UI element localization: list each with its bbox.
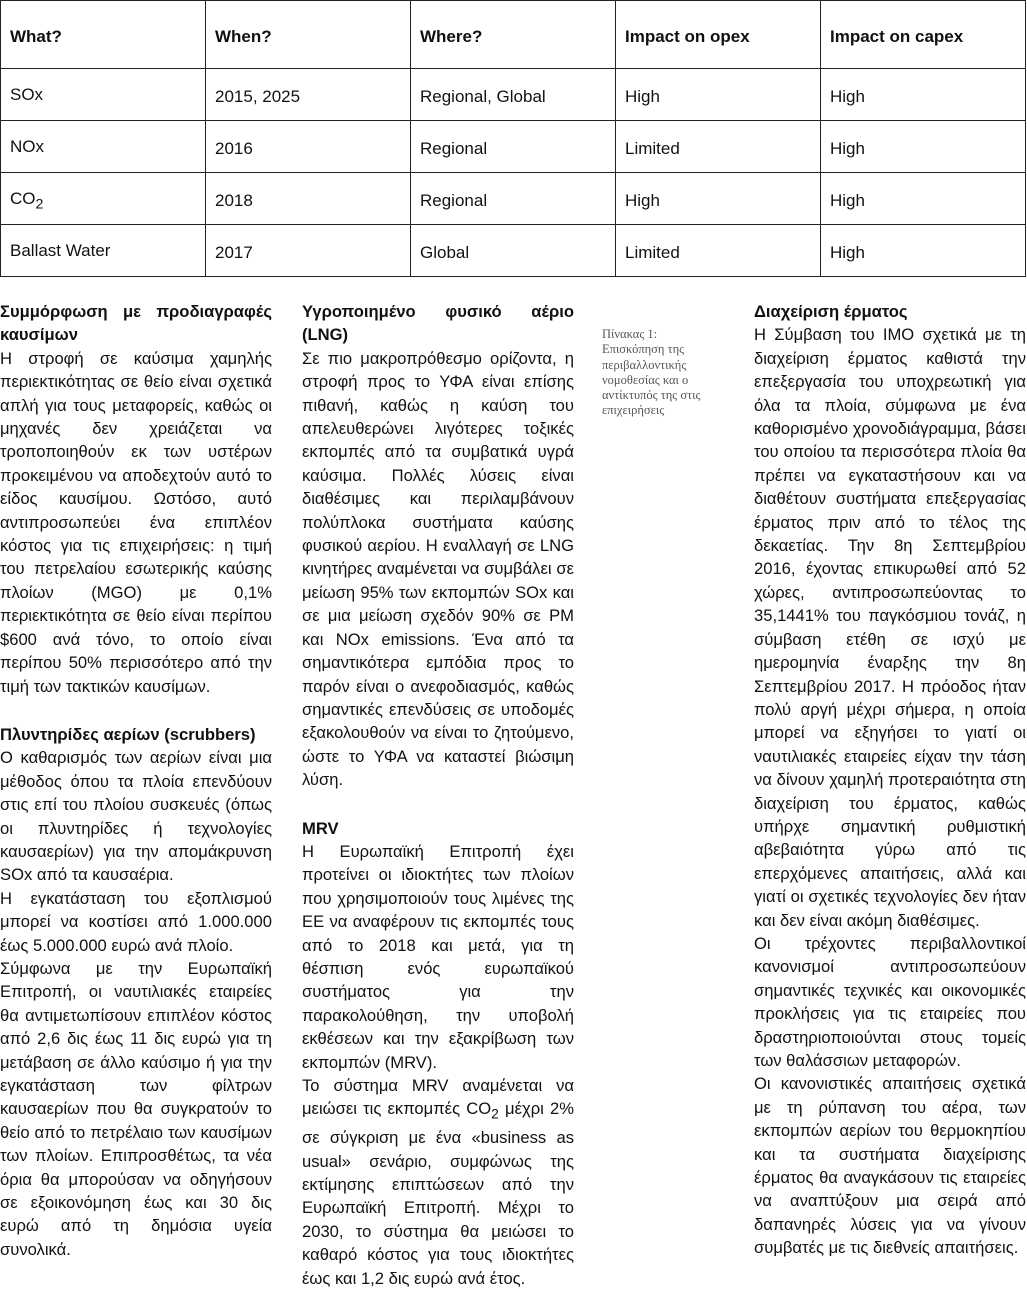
paragraph: Η Σύμβαση του IMO σχετικά με τη διαχείριση έρματος καθιστά την επεξεργασία του υποχρεωτική για όλα τα πλοία, σύμφωνα με ένα καθορισμένο χρονοδιάγραμμα, βάσει του οποίου τα περισσότερα πλοία θα πρέπει να εγκαταστήσουν και να διαθέτουν συστήματα επεξεργασίας έρματος πριν από το τέλος της δεκαετίας. Την 8η Σεπτεμβρίου 2016, έχοντας επικυρωθεί από 52 χώρες, αντιπροσωπεύοντας το 35,1441% του παγκόσμιου τονάζ, η σύμβαση ετέθη σε ισχύ με ημερομηνία έναρξης την 8η Σεπτεμβρίου 2017. Η πρόοδος ήταν πολύ αργή μέχρι σήμερα, η οποία μπορεί να εξηγήσει το γιατί οι ναυτιλιακές εταιρείες είχαν την τάση να δίνουν χαμηλή προτεραιότητα στη διαχείριση του έρματος, καθώς υπήρχε σημαντική ρυθμιστική αβεβαιότητα γύρω από τις επερχόμενες απαιτήσεις, αλλά και γιατί οι σχετικές τεχνολογίες δεν ήταν και δεν είναι ακόμη διαθέσιμες. [754, 325, 1026, 930]
cell-capex: High [821, 121, 1026, 173]
cell-when: 2018 [206, 173, 411, 225]
cell-what: SOx [1, 69, 206, 121]
header-when: When? [206, 1, 411, 69]
table-row [1, 121, 1026, 173]
paragraph: Η εγκατάσταση του εξοπλισμού μπορεί να κοστίσει από 1.000.000 έως 5.000.000 ευρώ ανά πλοίο. [0, 888, 272, 955]
cell-where: Regional [411, 121, 616, 173]
cell-opex: Limited [616, 225, 821, 277]
header-capex: Impact on capex [821, 1, 1026, 69]
paragraph: Οι κανονιστικές απαιτήσεις σχετικά με τη ρύπανση του αέρα, των εκπομπών αερίων του θερμοκηπίου και τα συστήματα διαχείρισης έρματος θα αναγκάσουν τις εταιρείες να αναπτύξουν μια σειρά από δαπανηρές λύσεις για να γίνουν συμβατές με τις διεθνείς απαιτήσεις. [754, 1074, 1026, 1258]
cell-when: 2015, 2025 [206, 69, 411, 121]
cell-where: Global [411, 225, 616, 277]
paragraph: Η στροφή σε καύσιμα χαμηλής περιεκτικότητας σε θείο είναι σχετικά απλή για τους μεταφορείς, καθώς οι μηχανές δεν χρειάζεται να τροποποιηθούν εκ των υστέρων προκειμένου να αποδεχτούν αυτό το είδος καυσίμου. Ωστόσο, αυτό αντιπροσωπεύει ένα επιπλέον κόστος για τις επιχειρήσεις: η τιμή του πετρελαίου εσωτερικής καύσης πλοίων (MGO) με 0,1% περιεκτικότητα σε θείο είναι περίπου $600 ανά τόνο, το οποίο είναι περίπου 50% περισσότερο από την τιμή των τακτικών καυσίμων. [0, 348, 272, 696]
column-fuel-compliance [0, 300, 272, 1261]
header-what: What? [1, 1, 206, 69]
cell-where: Regional [411, 173, 616, 225]
header-opex: Impact on opex [616, 1, 821, 69]
heading-scrubbers: Πλυντηρίδες αερίων (scrubbers) [0, 724, 256, 744]
table-header-row [1, 1, 1026, 69]
cell-what: $CO_2$ [1, 173, 206, 225]
cell-capex: High [821, 69, 1026, 121]
table-row [1, 225, 1026, 277]
regulation-table [0, 0, 1026, 277]
paragraph: Ο καθαρισμός των αερίων είναι μια μέθοδος όπου τα πλοία επενδύουν στις επί του πλοίου συσκευές (όπως οι πλυντηρίδες ή τεχνολογίες καυσαερίων) για την απομάκρυνση SOx από τα καυσαέρια. [0, 748, 272, 885]
cell-what: Ballast Water [1, 225, 206, 277]
column-ballast [754, 300, 1026, 1260]
cell-opex: High [616, 69, 821, 121]
table-row [1, 173, 1026, 225]
heading-mrv: MRV [302, 818, 339, 838]
cell-when: 2017 [206, 225, 411, 277]
cell-capex: High [821, 225, 1026, 277]
paragraph: Σε πιο μακροπρόθεσμο ορίζοντα, η στροφή προς το ΥΦΑ είναι επίσης πιθανή, καθώς η καύση του απελευθερώνει λιγότερες τοξικές εκπομπές από τα συμβατικά υγρά καύσιμα. Πολλές λύσεις είναι διαθέσιμες και περιλαμβάνουν πολύπλοκα συστήματα καύσης φυσικού αερίου. Η εναλλαγή σε LNG κινητήρες αναμένεται να συμβάλει σε μείωση 95% των εκπομπών SOx και σε μια μείωση σχεδόν 90% σε PM και NOx emissions. Ένα από τα σημαντικότερα εμπόδια προς το παρόν είναι ο ανεφοδιασμός, καθώς σημαντικές επενδύσεις σε υποδομές εξακολουθούν να είναι το ζητούμενο, ώστε το ΥΦΑ να καταστεί βιώσιμη λύση. [302, 348, 574, 790]
paragraph: Η Ευρωπαϊκή Επιτροπή έχει προτείνει οι ιδιοκτήτες των πλοίων που χρησιμοποιούν τους λιμένες της ΕΕ να αναφέρουν τις εκπομπές τους από το 2018 και μετά, για τη θέσπιση ενός ευρωπαϊκού συστήματος για την παρακολούθηση, την υποβολή εκθέσεων και την εξακρίβωση των εκπομπών (MRV). [302, 841, 574, 1072]
table-row [1, 69, 1026, 121]
cell-capex: High [821, 173, 1026, 225]
heading-ballast: Διαχείριση έρματος [754, 302, 908, 321]
cell-where: Regional, Global [411, 69, 616, 121]
heading-lng: Υγροποιημένο φυσικό αέριο (LNG) [302, 302, 574, 345]
paragraph: Το σύστημα MRV αναμένεται να μειώσει τις εκπομπές $CO_2$ μέχρι 2% σε σύγκριση με ένα «business as usual» σενάριο, συμφώνως της εκτίμησης επιπτώσεων από την Ευρωπαϊκή Επιτροπή. Μέχρι το 2030, το σύστημα θα μειώσει το καθαρό κόστος για τους ιδιοκτήτες έως και 1,2 δις ευρώ ανά έτος. [302, 1076, 575, 1288]
paragraph: Οι τρέχοντες περιβαλλοντικοί κανονισμοί αντιπροσωπεύουν σημαντικές τεχνικές και οικονομικές προκλήσεις για τις εταιρείες που δραστηριοποιούνται στους τομείς των θαλάσσιων μεταφορών. [754, 933, 1026, 1070]
table-caption: Πίνακας 1: Επισκόπηση της περιβαλλοντικής νομοθεσίας και ο αντίκτυπός της στις επιχειρήσεις [602, 327, 701, 418]
heading-fuel-compliance: Συμμόρφωση με προδιαγραφές καυσίμων [0, 302, 272, 345]
cell-opex: Limited [616, 121, 821, 173]
header-where: Where? [411, 1, 616, 69]
cell-what: NOx [1, 121, 206, 173]
cell-opex: High [616, 173, 821, 225]
cell-when: 2016 [206, 121, 411, 173]
column-lng-mrv [302, 300, 574, 1290]
paragraph: Σύμφωνα με την Ευρωπαϊκή Επιτροπή, οι ναυτιλιακές εταιρείες θα αντιμετωπίσουν επιπλέον κόστος από 2,6 δις έως 11 δις ευρώ για τη μετάβαση σε άλλο καύσιμο ή για την εγκατάσταση των φίλτρων καυσαερίων που θα συγκρατούν το θείο από το πετρέλαιο των καυσίμων των πλοίων. Επιπροσθέτως, τα νέα όρια θα μπορούσαν να οδηγήσουν σε εξοικονόμηση έως και 30 δις ευρώ από τη δημόσια υγεία συνολικά. [0, 958, 272, 1259]
